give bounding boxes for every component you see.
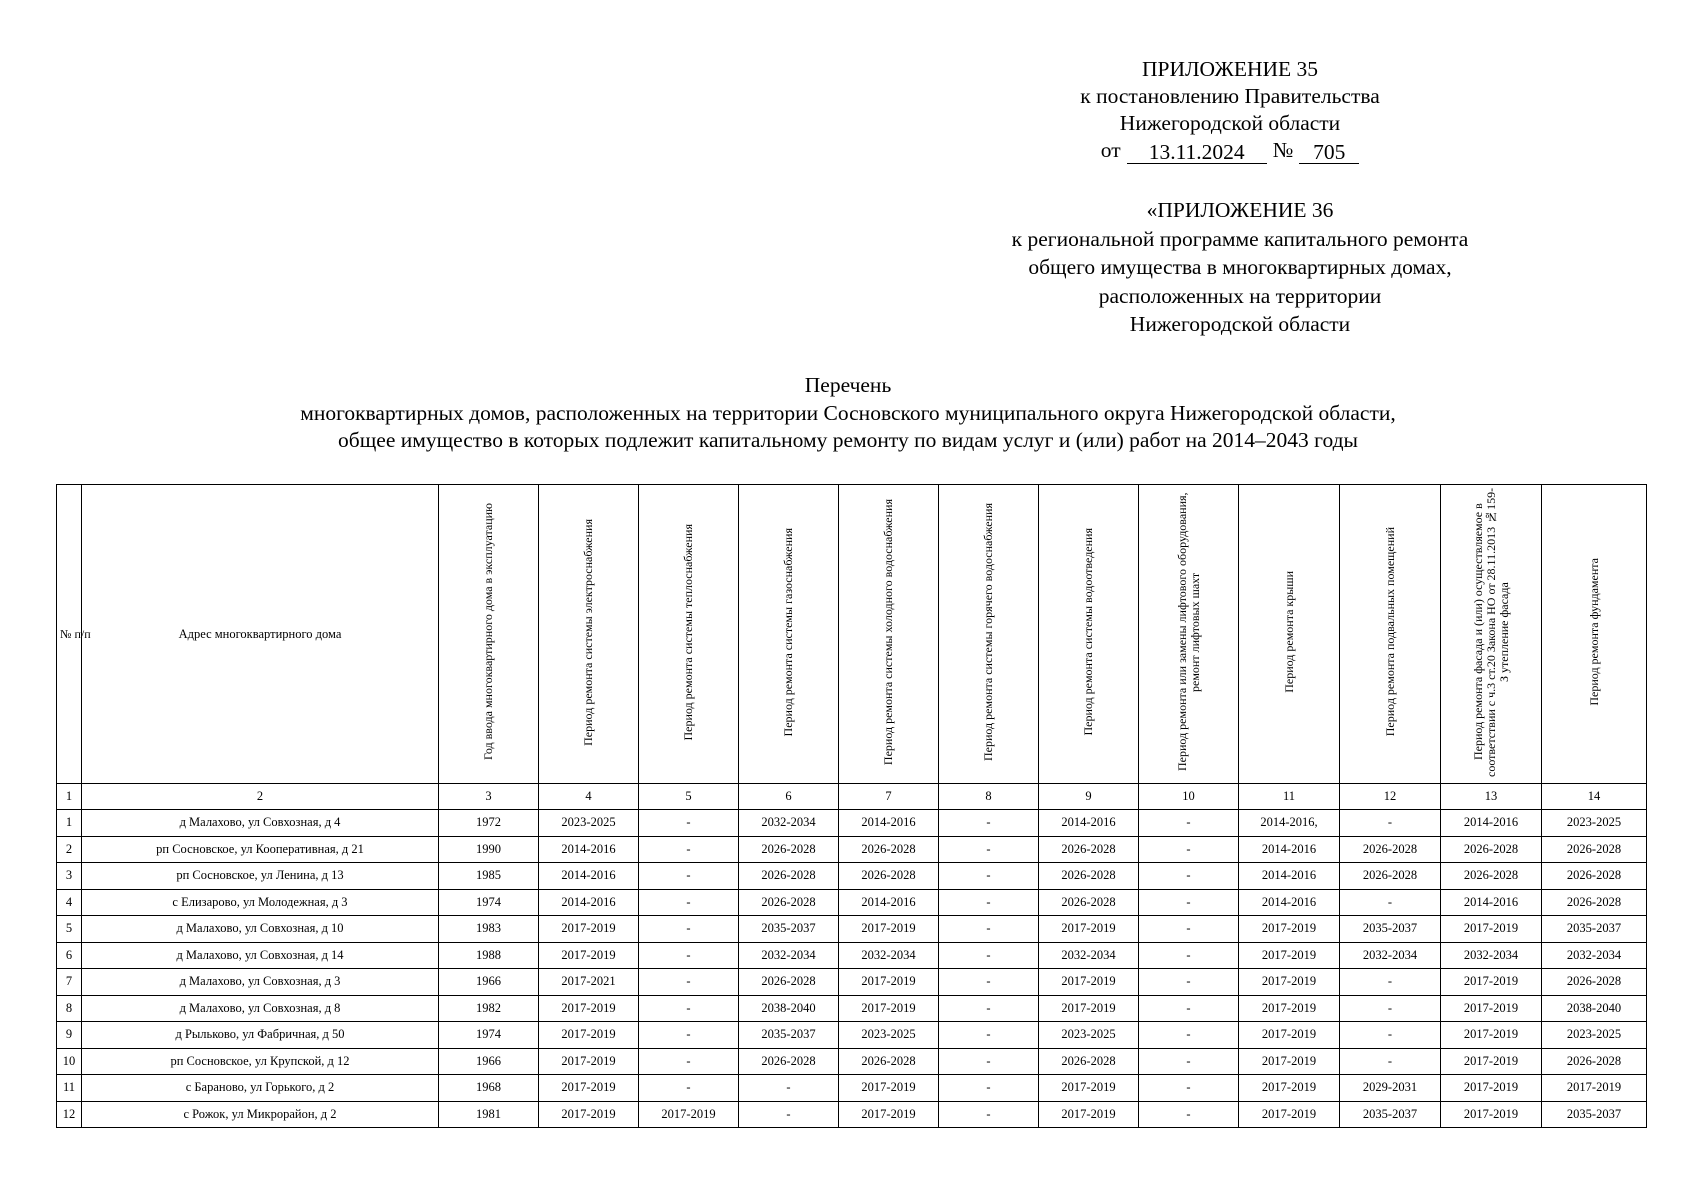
table-cell: - xyxy=(1139,1075,1239,1102)
table-cell: - xyxy=(639,916,739,943)
table-cell: 2017-2019 xyxy=(1039,995,1139,1022)
table-header-row xyxy=(57,485,1647,784)
table-cell: 2026-2028 xyxy=(739,889,839,916)
table-cell: - xyxy=(739,1075,839,1102)
table-cell: 2017-2019 xyxy=(839,1101,939,1128)
table-cell: - xyxy=(939,969,1039,996)
table-cell: 2038-2040 xyxy=(739,995,839,1022)
table-cell: 2014-2016 xyxy=(539,863,639,890)
table-cell: - xyxy=(1139,916,1239,943)
table-row xyxy=(57,1048,1647,1075)
table-cell: - xyxy=(739,1101,839,1128)
table-cell: 2017-2019 xyxy=(839,995,939,1022)
table-cell: 2023-2025 xyxy=(1542,1022,1647,1049)
table-cell: - xyxy=(639,1075,739,1102)
table-cell: 2026-2028 xyxy=(1542,863,1647,890)
table-cell: 2017-2019 xyxy=(1441,969,1542,996)
list-title xyxy=(0,372,1696,455)
table-cell: 2035-2037 xyxy=(1340,1101,1441,1128)
table-cell: 2023-2025 xyxy=(539,810,639,837)
appendix-35-line1: к постановлению Правительства xyxy=(1080,84,1380,108)
table-cell: 2017-2019 xyxy=(639,1101,739,1128)
column-number: 1 xyxy=(57,784,82,810)
table-cell: - xyxy=(939,836,1039,863)
table-cell: 2017-2021 xyxy=(539,969,639,996)
table-cell: 2017-2019 xyxy=(1239,1075,1340,1102)
table-cell: 2017-2019 xyxy=(1239,1101,1340,1128)
table-cell: 2026-2028 xyxy=(1039,836,1139,863)
address-cell: с Бараново, ул Горького, д 2 xyxy=(82,1075,439,1102)
table-cell: 2026-2028 xyxy=(1542,1048,1647,1075)
table-cell: 2014-2016, xyxy=(1239,810,1340,837)
table-cell: 2032-2034 xyxy=(1340,942,1441,969)
table-cell: 2038-2040 xyxy=(1542,995,1647,1022)
table-cell: 2014-2016 xyxy=(1039,810,1139,837)
table-cell: 2026-2028 xyxy=(1441,863,1542,890)
table-cell: - xyxy=(1340,889,1441,916)
table-cell: - xyxy=(1340,1048,1441,1075)
table-row xyxy=(57,889,1647,916)
column-header-label: Период ремонта фундамента xyxy=(1586,558,1601,706)
number-label: № xyxy=(1272,138,1294,162)
table-cell: 2026-2028 xyxy=(839,863,939,890)
decree-date-line xyxy=(1030,137,1430,164)
table-cell: - xyxy=(639,836,739,863)
table-cell: 2017-2019 xyxy=(1441,1075,1542,1102)
table-cell: 2017-2019 xyxy=(539,995,639,1022)
column-header-label: Период ремонта системы теплоснабжения xyxy=(681,523,695,741)
table-cell: 1966 xyxy=(439,1048,539,1075)
table-cell: 1981 xyxy=(439,1101,539,1128)
column-number: 9 xyxy=(1039,784,1139,810)
table-cell: 2017-2019 xyxy=(839,916,939,943)
row-number-cell: 3 xyxy=(57,863,82,890)
table-cell: 2017-2019 xyxy=(1239,1022,1340,1049)
table-cell: 2032-2034 xyxy=(1039,942,1139,969)
column-header-label: Период ремонта подвальных помещений xyxy=(1382,527,1397,737)
column-header xyxy=(1441,485,1542,784)
column-header-label: Период ремонта системы газоснабжения xyxy=(781,527,795,737)
address-cell: рп Сосновское, ул Крупской, д 12 xyxy=(82,1048,439,1075)
table-cell: 2017-2019 xyxy=(1441,995,1542,1022)
row-number-cell: 5 xyxy=(57,916,82,943)
column-number: 5 xyxy=(639,784,739,810)
column-header xyxy=(639,485,739,784)
column-number: 4 xyxy=(539,784,639,810)
row-number-cell: 12 xyxy=(57,1101,82,1128)
column-number: 13 xyxy=(1441,784,1542,810)
table-row xyxy=(57,916,1647,943)
row-number-cell: 2 xyxy=(57,836,82,863)
table-cell: 2017-2019 xyxy=(1239,1048,1340,1075)
address-cell: д Малахово, ул Совхозная, д 10 xyxy=(82,916,439,943)
table-cell: 2017-2019 xyxy=(1441,1022,1542,1049)
table-cell: 2023-2025 xyxy=(1542,810,1647,837)
table-cell: 1983 xyxy=(439,916,539,943)
table-cell: 2026-2028 xyxy=(1039,863,1139,890)
table-cell: 1974 xyxy=(439,889,539,916)
table-cell: 2032-2034 xyxy=(739,942,839,969)
table-cell: - xyxy=(939,1048,1039,1075)
table-cell: 2035-2037 xyxy=(1542,1101,1647,1128)
address-cell: д Рыльково, ул Фабричная, д 50 xyxy=(82,1022,439,1049)
table-cell: 2026-2028 xyxy=(1542,836,1647,863)
table-row xyxy=(57,942,1647,969)
table-cell: 1990 xyxy=(439,836,539,863)
appendix-35-line2: Нижегородской области xyxy=(1119,111,1341,135)
table-cell: - xyxy=(1139,810,1239,837)
table-cell: - xyxy=(939,916,1039,943)
appendix-35-block xyxy=(1030,56,1430,164)
column-number: 14 xyxy=(1542,784,1647,810)
table-cell: - xyxy=(1139,889,1239,916)
column-number: 11 xyxy=(1239,784,1340,810)
table-cell: 2035-2037 xyxy=(739,916,839,943)
column-number: 12 xyxy=(1340,784,1441,810)
table-cell: - xyxy=(639,810,739,837)
address-cell: д Малахово, ул Совхозная, д 3 xyxy=(82,969,439,996)
address-cell: с Рожок, ул Микрорайон, д 2 xyxy=(82,1101,439,1128)
address-cell: рп Сосновское, ул Кооперативная, д 21 xyxy=(82,836,439,863)
column-header-label: Период ремонта или замены лифтового оборудования, ремонт лифтовых шахт xyxy=(1174,492,1202,772)
row-number-cell: 4 xyxy=(57,889,82,916)
table-cell: - xyxy=(639,1022,739,1049)
table-cell: 2017-2019 xyxy=(539,1101,639,1128)
table-cell: - xyxy=(939,863,1039,890)
column-header-label: Период ремонта крыши xyxy=(1281,571,1296,693)
row-number-cell: 1 xyxy=(57,810,82,837)
table-cell: 2017-2019 xyxy=(839,969,939,996)
table-row xyxy=(57,1022,1647,1049)
table-cell: 2017-2019 xyxy=(1441,1048,1542,1075)
table-cell: - xyxy=(1139,836,1239,863)
column-header: № п/п xyxy=(57,485,82,784)
column-header xyxy=(839,485,939,784)
table-cell: 2026-2028 xyxy=(1039,1048,1139,1075)
table-row xyxy=(57,969,1647,996)
table-cell: - xyxy=(1139,1048,1239,1075)
list-title-line3: общее имущество в которых подлежит капитальному ремонту по видам услуг и (или) работ на 2014–2043 годы xyxy=(338,428,1358,452)
column-number: 7 xyxy=(839,784,939,810)
table-cell: 2023-2025 xyxy=(839,1022,939,1049)
column-number: 10 xyxy=(1139,784,1239,810)
decree-date: 13.11.2024 xyxy=(1127,141,1267,164)
column-number: 6 xyxy=(739,784,839,810)
repair-schedule-table xyxy=(56,484,1647,1128)
table-body xyxy=(57,810,1647,1128)
row-number-cell: 6 xyxy=(57,942,82,969)
table-cell: 1982 xyxy=(439,995,539,1022)
table-cell: 2026-2028 xyxy=(739,969,839,996)
table-cell: - xyxy=(939,942,1039,969)
column-header-label: Период ремонта системы холодного водоснабжения xyxy=(881,498,895,766)
appendix-36-line2: общего имущества в многоквартирных домах, xyxy=(1028,255,1452,279)
table-cell: - xyxy=(939,1101,1039,1128)
row-number-cell: 7 xyxy=(57,969,82,996)
table-cell: - xyxy=(639,969,739,996)
table-cell: - xyxy=(639,889,739,916)
table-cell: 2032-2034 xyxy=(1542,942,1647,969)
column-number: 8 xyxy=(939,784,1039,810)
address-cell: рп Сосновское, ул Ленина, д 13 xyxy=(82,863,439,890)
row-number-cell: 9 xyxy=(57,1022,82,1049)
table-cell: 2017-2019 xyxy=(539,1048,639,1075)
table-cell: 1966 xyxy=(439,969,539,996)
column-header-label: Период ремонта фасада и (или) осуществляемое в соответствии с ч.3 ст.20 Закона НО от 28.11.2013 №159-З утепление фасада xyxy=(1470,487,1511,777)
decree-number: 705 xyxy=(1299,141,1359,164)
address-cell: с Елизарово, ул Молодежная, д 3 xyxy=(82,889,439,916)
table-cell: - xyxy=(939,1022,1039,1049)
table-cell: - xyxy=(639,995,739,1022)
table-cell: - xyxy=(639,942,739,969)
table-cell: - xyxy=(1139,1101,1239,1128)
table-cell: 2026-2028 xyxy=(839,836,939,863)
table-cell: - xyxy=(939,810,1039,837)
column-header xyxy=(739,485,839,784)
column-header xyxy=(1039,485,1139,784)
table-cell: - xyxy=(639,1048,739,1075)
table-cell: - xyxy=(1139,863,1239,890)
table-row xyxy=(57,863,1647,890)
row-number-cell: 11 xyxy=(57,1075,82,1102)
table-row xyxy=(57,836,1647,863)
table-cell: 2014-2016 xyxy=(1441,889,1542,916)
column-header xyxy=(939,485,1039,784)
table-cell: 2026-2028 xyxy=(1340,863,1441,890)
column-header xyxy=(439,485,539,784)
table-cell: - xyxy=(1340,810,1441,837)
table-cell: 2014-2016 xyxy=(539,889,639,916)
table-cell: 2026-2028 xyxy=(1039,889,1139,916)
table-cell: 2014-2016 xyxy=(1239,889,1340,916)
table-cell: 2035-2037 xyxy=(739,1022,839,1049)
table-cell: 1974 xyxy=(439,1022,539,1049)
table-cell: 2032-2034 xyxy=(839,942,939,969)
table-cell: 2026-2028 xyxy=(739,836,839,863)
column-header-label: Период ремонта системы горячего водоснабжения xyxy=(981,502,995,761)
table-cell: - xyxy=(639,863,739,890)
table-cell: 2026-2028 xyxy=(739,1048,839,1075)
table-cell: - xyxy=(1340,969,1441,996)
column-number: 2 xyxy=(82,784,439,810)
table-cell: 2017-2019 xyxy=(1039,916,1139,943)
table-cell: 2017-2019 xyxy=(539,1022,639,1049)
row-number-cell: 10 xyxy=(57,1048,82,1075)
address-cell: д Малахово, ул Совхозная, д 14 xyxy=(82,942,439,969)
column-header xyxy=(539,485,639,784)
table-cell: 1968 xyxy=(439,1075,539,1102)
table-cell: 2017-2019 xyxy=(539,916,639,943)
table-cell: 2017-2019 xyxy=(1441,1101,1542,1128)
column-header xyxy=(1340,485,1441,784)
column-header xyxy=(1139,485,1239,784)
table-cell: 2023-2025 xyxy=(1039,1022,1139,1049)
appendix-36-line1: к региональной программе капитального ремонта xyxy=(1011,226,1469,251)
table-cell: 1972 xyxy=(439,810,539,837)
table-cell: 2026-2028 xyxy=(739,863,839,890)
table-row xyxy=(57,810,1647,837)
table-cell: 2026-2028 xyxy=(1542,969,1647,996)
table-row xyxy=(57,995,1647,1022)
address-cell: д Малахово, ул Совхозная, д 4 xyxy=(82,810,439,837)
table-cell: - xyxy=(939,889,1039,916)
table-cell: 2017-2019 xyxy=(1039,1075,1139,1102)
column-header-label: Период ремонта системы водоотведения xyxy=(1081,528,1095,736)
row-number-cell: 8 xyxy=(57,995,82,1022)
table-cell: 2017-2019 xyxy=(1239,969,1340,996)
table-cell: 2017-2019 xyxy=(1441,916,1542,943)
table-cell: 2026-2028 xyxy=(1542,889,1647,916)
table-cell: 2032-2034 xyxy=(739,810,839,837)
appendix-35-title: ПРИЛОЖЕНИЕ 35 xyxy=(1141,57,1319,81)
table-cell: 2017-2019 xyxy=(839,1075,939,1102)
list-title-line2: многоквартирных домов, расположенных на территории Сосновского муниципального округа Нижегородской области, xyxy=(300,400,1396,425)
column-header-label: Период ремонта системы электроснабжения xyxy=(581,518,595,746)
table-cell: 2017-2019 xyxy=(539,1075,639,1102)
table-cell: 2014-2016 xyxy=(1239,836,1340,863)
table-cell: - xyxy=(1340,995,1441,1022)
table-row xyxy=(57,1101,1647,1128)
table-cell: 2014-2016 xyxy=(839,889,939,916)
table-cell: 2035-2037 xyxy=(1340,916,1441,943)
appendix-36-block xyxy=(960,196,1520,339)
table-cell: 2017-2019 xyxy=(1039,1101,1139,1128)
table-cell: 2017-2019 xyxy=(1239,995,1340,1022)
from-label: от xyxy=(1100,138,1121,162)
table-cell: - xyxy=(939,995,1039,1022)
appendix-36-title: «ПРИЛОЖЕНИЕ 36 xyxy=(1146,198,1334,222)
table-row xyxy=(57,1075,1647,1102)
table-cell: 2026-2028 xyxy=(839,1048,939,1075)
column-number: 3 xyxy=(439,784,539,810)
table-cell: - xyxy=(1139,995,1239,1022)
column-header xyxy=(1542,485,1647,784)
column-header-label: Год ввода многоквартирного дома в эксплуатацию xyxy=(481,503,495,761)
table-cell: 2032-2034 xyxy=(1441,942,1542,969)
table-cell: - xyxy=(1139,942,1239,969)
table-cell: 1988 xyxy=(439,942,539,969)
address-cell: д Малахово, ул Совхозная, д 8 xyxy=(82,995,439,1022)
column-header: Адрес многоквартирного дома xyxy=(82,485,439,784)
list-title-line1: Перечень xyxy=(804,373,892,397)
table-cell: - xyxy=(939,1075,1039,1102)
table-cell: 2035-2037 xyxy=(1542,916,1647,943)
table-cell: 2017-2019 xyxy=(1039,969,1139,996)
appendix-36-line4: Нижегородской области xyxy=(1129,312,1351,336)
table-cell: 2017-2019 xyxy=(539,942,639,969)
table-cell: - xyxy=(1340,1022,1441,1049)
table-cell: 2014-2016 xyxy=(1239,863,1340,890)
table-cell: 2017-2019 xyxy=(1239,942,1340,969)
column-number-row xyxy=(57,784,1647,810)
table-cell: 2029-2031 xyxy=(1340,1075,1441,1102)
table-cell: 2026-2028 xyxy=(1441,836,1542,863)
table-cell: 2026-2028 xyxy=(1340,836,1441,863)
table-cell: - xyxy=(1139,969,1239,996)
table-cell: 2014-2016 xyxy=(539,836,639,863)
table-cell: 2017-2019 xyxy=(1542,1075,1647,1102)
table-cell: 2014-2016 xyxy=(1441,810,1542,837)
table-cell: - xyxy=(1139,1022,1239,1049)
table-cell: 2014-2016 xyxy=(839,810,939,837)
column-header xyxy=(1239,485,1340,784)
table-cell: 2017-2019 xyxy=(1239,916,1340,943)
appendix-36-line3: расположенных на территории xyxy=(1098,283,1382,308)
table-cell: 1985 xyxy=(439,863,539,890)
